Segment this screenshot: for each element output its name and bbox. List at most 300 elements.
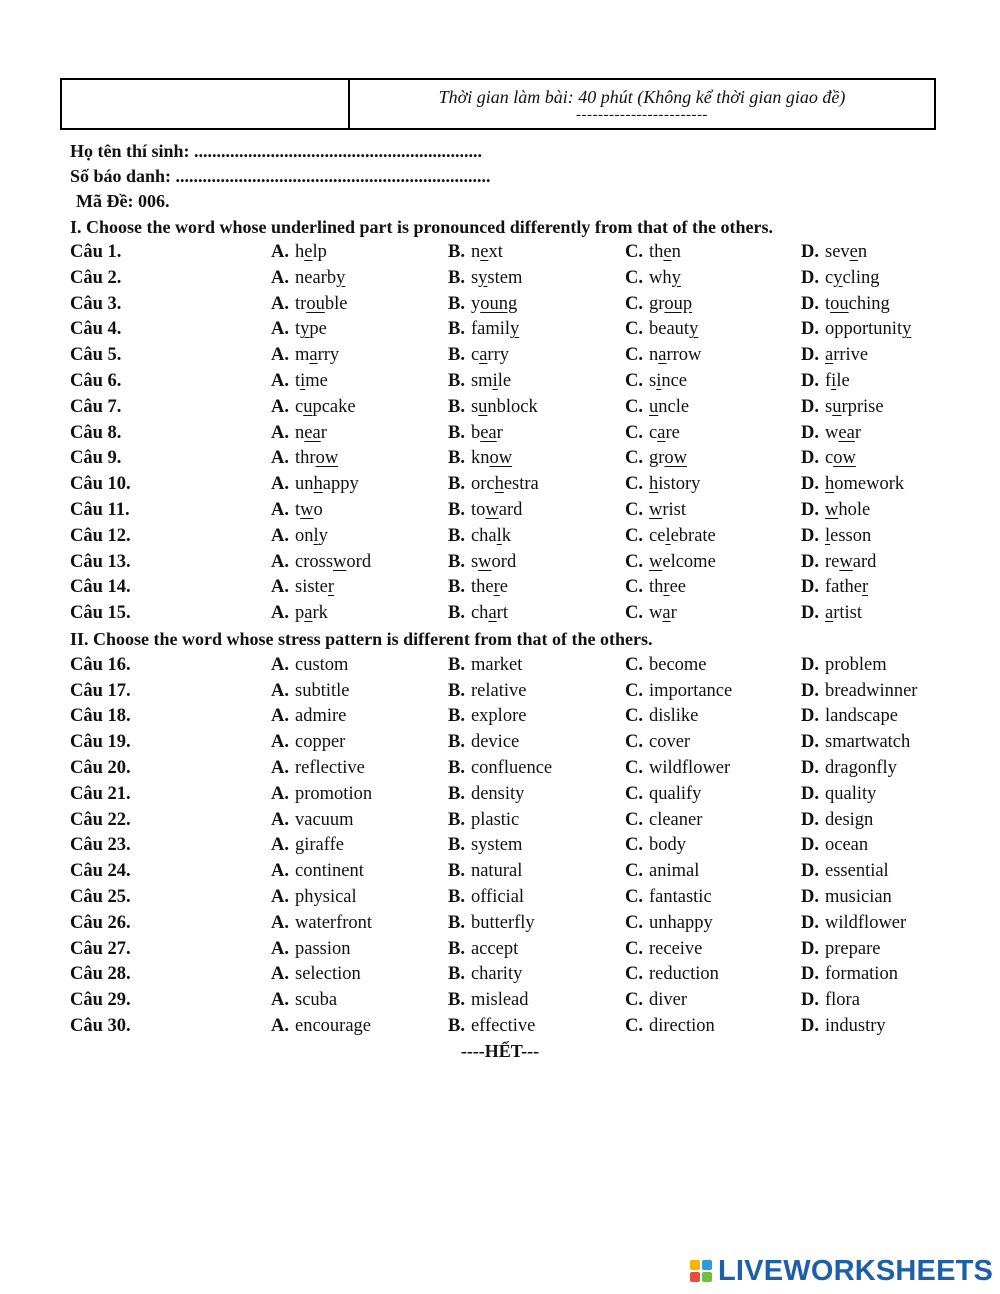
answer-option-c[interactable] [625, 782, 701, 808]
answer-option-b[interactable] [448, 498, 522, 524]
answer-option-b[interactable] [448, 446, 512, 472]
option-word [649, 655, 707, 675]
answer-option-a[interactable] [271, 988, 337, 1014]
answer-option-c[interactable] [625, 704, 698, 730]
word-part: c [470, 345, 480, 366]
question-row [70, 962, 970, 988]
option-word [649, 423, 680, 443]
answer-option-a[interactable] [271, 911, 372, 937]
word-part: reflective [295, 757, 365, 778]
answer-option-b[interactable] [448, 885, 524, 911]
answer-option-a[interactable] [271, 240, 327, 266]
option-word [471, 500, 522, 520]
option-word [825, 242, 867, 262]
option-word [825, 913, 906, 933]
answer-option-c[interactable] [625, 472, 700, 498]
underlined-part: w [839, 551, 853, 572]
underlined-part: w [825, 499, 839, 520]
answer-option-d[interactable] [801, 550, 876, 576]
answer-option-b[interactable] [448, 679, 526, 705]
option-word [825, 526, 871, 546]
answer-option-a[interactable] [271, 317, 327, 343]
logo-square-icon [690, 1272, 700, 1282]
word-part: butterfly [470, 912, 535, 933]
answer-option-a[interactable] [271, 369, 328, 395]
question-number: Câu 7. [70, 396, 122, 417]
answer-option-c[interactable] [625, 498, 686, 524]
answer-option-c[interactable] [625, 730, 690, 756]
option-word [295, 964, 361, 984]
answer-option-a[interactable] [271, 937, 351, 963]
word-part: selection [295, 964, 361, 985]
option-letter: C. [625, 396, 643, 417]
question-row [70, 937, 970, 963]
answer-option-a[interactable] [271, 524, 328, 550]
answer-option-a[interactable] [271, 704, 346, 730]
underlined-part: ea [480, 422, 497, 443]
option-letter: D. [801, 938, 819, 959]
answer-option-a[interactable] [271, 1014, 371, 1040]
word-part: h [295, 242, 305, 262]
option-letter: C. [625, 293, 643, 314]
answer-option-c[interactable] [625, 679, 732, 705]
option-word [471, 552, 516, 572]
option-letter: D. [801, 551, 819, 572]
option-word [649, 577, 686, 597]
answer-option-c[interactable] [625, 446, 687, 472]
option-word [295, 526, 328, 546]
answer-option-c[interactable] [625, 937, 702, 963]
answer-option-d[interactable] [801, 859, 889, 885]
answer-option-d[interactable] [801, 1014, 886, 1040]
underlined-part: e [480, 242, 489, 262]
question-row [70, 524, 970, 550]
answer-option-b[interactable] [448, 395, 538, 421]
option-letter: C. [625, 370, 643, 391]
answer-option-c[interactable] [625, 885, 712, 911]
option-word [825, 732, 910, 752]
answer-option-c[interactable] [625, 317, 698, 343]
underlined-part: ow [315, 448, 339, 469]
option-letter: C. [625, 422, 643, 443]
word-part: elcome [662, 551, 716, 572]
option-word [471, 397, 538, 417]
option-word [649, 474, 700, 494]
word-part: c [825, 448, 834, 469]
word-part: le [497, 370, 512, 391]
answer-option-d[interactable] [801, 833, 868, 859]
underlined-part: u [649, 396, 659, 417]
underlined-part: a [825, 345, 834, 366]
word-part: receive [649, 938, 703, 959]
option-letter: B. [448, 654, 465, 675]
answer-option-a[interactable] [271, 395, 356, 421]
question-list [70, 240, 970, 1040]
answer-option-b[interactable] [448, 937, 518, 963]
answer-option-d[interactable] [801, 962, 898, 988]
answer-option-a[interactable] [271, 730, 345, 756]
question-row [70, 395, 970, 421]
answer-option-a[interactable] [271, 782, 372, 808]
option-word [825, 861, 889, 881]
option-word [295, 371, 328, 391]
option-letter: C. [625, 345, 643, 366]
answer-option-d[interactable] [801, 808, 873, 834]
answer-option-c[interactable] [625, 756, 730, 782]
option-letter: A. [271, 422, 289, 443]
answer-option-b[interactable] [448, 859, 522, 885]
option-word [649, 603, 677, 623]
answer-option-b[interactable] [448, 421, 503, 447]
option-letter: D. [801, 861, 819, 882]
option-word [825, 1016, 886, 1036]
header-right-cell [350, 80, 934, 128]
word-part: r [496, 422, 503, 443]
answer-option-b[interactable] [448, 782, 524, 808]
word-part: appy [322, 474, 359, 495]
word-part: th [649, 577, 664, 598]
underlined-part: y [510, 319, 520, 340]
option-word [295, 732, 345, 752]
option-letter: D. [801, 757, 819, 778]
option-word [649, 913, 713, 933]
answer-option-c[interactable] [625, 601, 677, 627]
word-part: quality [825, 783, 877, 804]
answer-option-a[interactable] [271, 885, 357, 911]
answer-option-d[interactable] [801, 292, 890, 318]
option-letter: A. [271, 319, 289, 340]
answer-option-b[interactable] [448, 1014, 535, 1040]
word-part: custom [295, 654, 349, 675]
answer-option-a[interactable] [271, 292, 347, 318]
answer-option-c[interactable] [625, 524, 716, 550]
answer-option-d[interactable] [801, 782, 876, 808]
option-word [295, 655, 348, 675]
answer-option-a[interactable] [271, 679, 349, 705]
option-letter: A. [271, 809, 289, 830]
underlined-part: a [488, 603, 497, 624]
question-number: Câu 13. [70, 551, 131, 572]
option-word [471, 345, 509, 365]
option-letter: A. [271, 577, 289, 598]
underlined-part: h [825, 474, 835, 495]
word-part: passion [295, 938, 351, 959]
question-number: Câu 4. [70, 319, 122, 340]
answer-option-a[interactable] [271, 343, 339, 369]
underlined-part: oup [664, 293, 693, 314]
option-word [295, 552, 371, 572]
word-part: industry [825, 1015, 886, 1036]
underlined-part: w [485, 499, 499, 520]
question-row [70, 317, 970, 343]
option-word [471, 758, 552, 778]
option-letter: C. [625, 912, 643, 933]
word-part: ard [852, 551, 877, 572]
option-word [295, 990, 337, 1010]
underlined-part: r [663, 577, 670, 598]
answer-option-a[interactable] [271, 266, 345, 292]
option-letter: D. [801, 732, 819, 753]
word-part: scuba [295, 990, 338, 1011]
option-letter: A. [271, 783, 289, 804]
option-letter: B. [448, 577, 465, 598]
answer-option-d[interactable] [801, 240, 867, 266]
word-part: waterfront [295, 912, 373, 933]
answer-option-b[interactable] [448, 550, 516, 576]
answer-option-b[interactable] [448, 601, 508, 627]
answer-option-a[interactable] [271, 446, 338, 472]
option-letter: A. [271, 603, 289, 624]
option-word [649, 319, 698, 339]
answer-option-b[interactable] [448, 911, 535, 937]
answer-option-c[interactable] [625, 292, 692, 318]
word-part: charity [470, 964, 523, 985]
question-row [70, 833, 970, 859]
answer-option-b[interactable] [448, 653, 522, 679]
answer-option-b[interactable] [448, 988, 529, 1014]
option-letter: D. [801, 680, 819, 701]
answer-option-b[interactable] [448, 808, 519, 834]
answer-option-a[interactable] [271, 756, 365, 782]
answer-option-c[interactable] [625, 988, 687, 1014]
option-word [471, 474, 539, 494]
word-part: s [470, 267, 479, 288]
answer-option-d[interactable] [801, 704, 898, 730]
answer-option-d[interactable] [801, 911, 906, 937]
answer-option-d[interactable] [801, 575, 868, 601]
option-letter: D. [801, 242, 819, 262]
option-letter: C. [625, 319, 643, 340]
answer-option-b[interactable] [448, 756, 552, 782]
answer-option-d[interactable] [801, 343, 868, 369]
word-part: m [295, 345, 310, 366]
answer-option-d[interactable] [801, 266, 879, 292]
option-letter: B. [448, 422, 465, 443]
word-part: unhappy [649, 912, 713, 933]
option-word [471, 913, 535, 933]
question-row [70, 369, 970, 395]
option-word [649, 810, 702, 830]
answer-option-b[interactable] [448, 730, 519, 756]
option-letter: D. [801, 603, 819, 624]
answer-option-b[interactable] [448, 343, 509, 369]
option-letter: D. [801, 525, 819, 546]
option-letter: B. [448, 551, 465, 572]
option-word [825, 397, 884, 417]
answer-option-c[interactable] [625, 808, 702, 834]
answer-option-d[interactable] [801, 653, 887, 679]
underlined-part: e [304, 242, 313, 262]
option-letter: D. [801, 345, 819, 366]
answer-option-c[interactable] [625, 421, 680, 447]
answer-option-a[interactable] [271, 601, 328, 627]
word-part: n [671, 242, 681, 262]
answer-option-a[interactable] [271, 808, 354, 834]
option-letter: B. [448, 474, 465, 495]
answer-option-d[interactable] [801, 679, 917, 705]
word-part: dragonfly [825, 757, 897, 778]
answer-option-b[interactable] [448, 266, 522, 292]
exam-code: Mã Đề: 006. [76, 191, 170, 211]
underlined-part: y [478, 267, 488, 288]
word-part: mislead [470, 990, 529, 1011]
option-word [471, 319, 519, 339]
option-word [471, 835, 522, 855]
answer-option-b[interactable] [448, 369, 511, 395]
answer-option-c[interactable] [625, 343, 701, 369]
word-part: cha [470, 525, 497, 546]
answer-option-c[interactable] [625, 859, 699, 885]
answer-option-b[interactable] [448, 962, 522, 988]
option-letter: A. [271, 990, 289, 1011]
answer-option-c[interactable] [625, 240, 681, 266]
option-letter: A. [271, 680, 289, 701]
option-word [649, 990, 687, 1010]
option-word [649, 345, 701, 365]
question-number: Câu 26. [70, 912, 131, 933]
answer-option-d[interactable] [801, 395, 884, 421]
answer-option-a[interactable] [271, 550, 371, 576]
option-letter: D. [801, 577, 819, 598]
question-row [70, 292, 970, 318]
option-letter: A. [271, 757, 289, 778]
question-row [70, 704, 970, 730]
answer-option-d[interactable] [801, 730, 910, 756]
option-word [649, 500, 686, 520]
option-letter: B. [448, 861, 465, 882]
word-part: wildflower [825, 912, 907, 933]
answer-option-b[interactable] [448, 472, 539, 498]
answer-option-d[interactable] [801, 524, 871, 550]
word-part: direction [649, 1015, 715, 1036]
word-part: to [470, 499, 486, 520]
question-number: Câu 8. [70, 422, 122, 443]
option-word [649, 861, 699, 881]
answer-option-a[interactable] [271, 421, 327, 447]
answer-option-c[interactable] [625, 1014, 715, 1040]
answer-option-a[interactable] [271, 472, 359, 498]
question-row [70, 343, 970, 369]
word-part: natural [470, 861, 523, 882]
answer-option-b[interactable] [448, 524, 511, 550]
option-letter: B. [448, 499, 465, 520]
answer-option-a[interactable] [271, 859, 364, 885]
word-part: w [649, 603, 663, 624]
question-number: Câu 29. [70, 990, 131, 1011]
option-word [295, 1016, 371, 1036]
word-part: b [470, 422, 481, 443]
option-letter: B. [448, 835, 465, 856]
word-part: cover [649, 732, 691, 753]
option-letter: A. [271, 474, 289, 495]
option-letter: B. [448, 938, 465, 959]
answer-option-d[interactable] [801, 937, 880, 963]
option-letter: B. [448, 267, 465, 288]
option-word [295, 242, 327, 262]
answer-option-c[interactable] [625, 369, 687, 395]
option-letter: A. [271, 448, 289, 469]
answer-option-c[interactable] [625, 962, 719, 988]
option-word [825, 552, 876, 572]
option-word [825, 294, 890, 314]
option-letter: C. [625, 474, 643, 495]
answer-option-c[interactable] [625, 395, 689, 421]
answer-option-c[interactable] [625, 911, 713, 937]
option-letter: B. [448, 732, 465, 753]
answer-option-d[interactable] [801, 472, 904, 498]
answer-option-a[interactable] [271, 653, 348, 679]
question-row [70, 601, 970, 627]
option-letter: B. [448, 757, 465, 778]
word-part: stem [487, 267, 523, 288]
option-word [825, 835, 868, 855]
answer-option-c[interactable] [625, 833, 686, 859]
answer-option-b[interactable] [448, 240, 503, 266]
answer-option-b[interactable] [448, 704, 526, 730]
option-word [649, 732, 690, 752]
answer-option-a[interactable] [271, 833, 344, 859]
word-part: th [649, 242, 664, 262]
answer-option-d[interactable] [801, 317, 911, 343]
answer-option-a[interactable] [271, 575, 334, 601]
answer-option-d[interactable] [801, 446, 856, 472]
word-part: explore [470, 706, 527, 727]
underlined-part: y [671, 267, 681, 288]
underlined-part: h [649, 474, 659, 495]
answer-option-d[interactable] [801, 498, 870, 524]
answer-option-c[interactable] [625, 575, 686, 601]
answer-option-a[interactable] [271, 498, 323, 524]
question-row [70, 421, 970, 447]
answer-option-b[interactable] [448, 292, 517, 318]
answer-option-d[interactable] [801, 988, 860, 1014]
word-part: accept [470, 938, 519, 959]
option-letter: B. [448, 886, 465, 907]
option-letter: B. [448, 603, 465, 624]
option-letter: D. [801, 1015, 819, 1036]
answer-option-b[interactable] [448, 833, 522, 859]
option-letter: C. [625, 577, 643, 598]
option-letter: C. [625, 1015, 643, 1036]
word-part: formation [825, 964, 898, 985]
answer-option-d[interactable] [801, 756, 897, 782]
word-part: sev [825, 242, 850, 262]
option-letter: D. [801, 448, 819, 469]
option-letter: C. [625, 448, 643, 469]
question-number: Câu 20. [70, 757, 131, 778]
answer-option-c[interactable] [625, 653, 707, 679]
answer-option-c[interactable] [625, 266, 681, 292]
option-letter: C. [625, 706, 643, 727]
word-part: xt [488, 242, 503, 262]
word-part: kn [470, 448, 490, 469]
word-part: market [470, 654, 523, 675]
word-part: n [649, 345, 659, 366]
underlined-part: y [689, 319, 699, 340]
answer-option-d[interactable] [801, 885, 892, 911]
answer-option-d[interactable] [801, 369, 850, 395]
option-letter: B. [448, 964, 465, 985]
answer-option-b[interactable] [448, 317, 519, 343]
option-word [649, 448, 687, 468]
answer-option-c[interactable] [625, 550, 716, 576]
answer-option-a[interactable] [271, 962, 361, 988]
question-number: Câu 21. [70, 783, 131, 804]
answer-option-d[interactable] [801, 601, 862, 627]
answer-option-b[interactable] [448, 575, 508, 601]
option-word [825, 990, 860, 1010]
answer-option-d[interactable] [801, 421, 861, 447]
